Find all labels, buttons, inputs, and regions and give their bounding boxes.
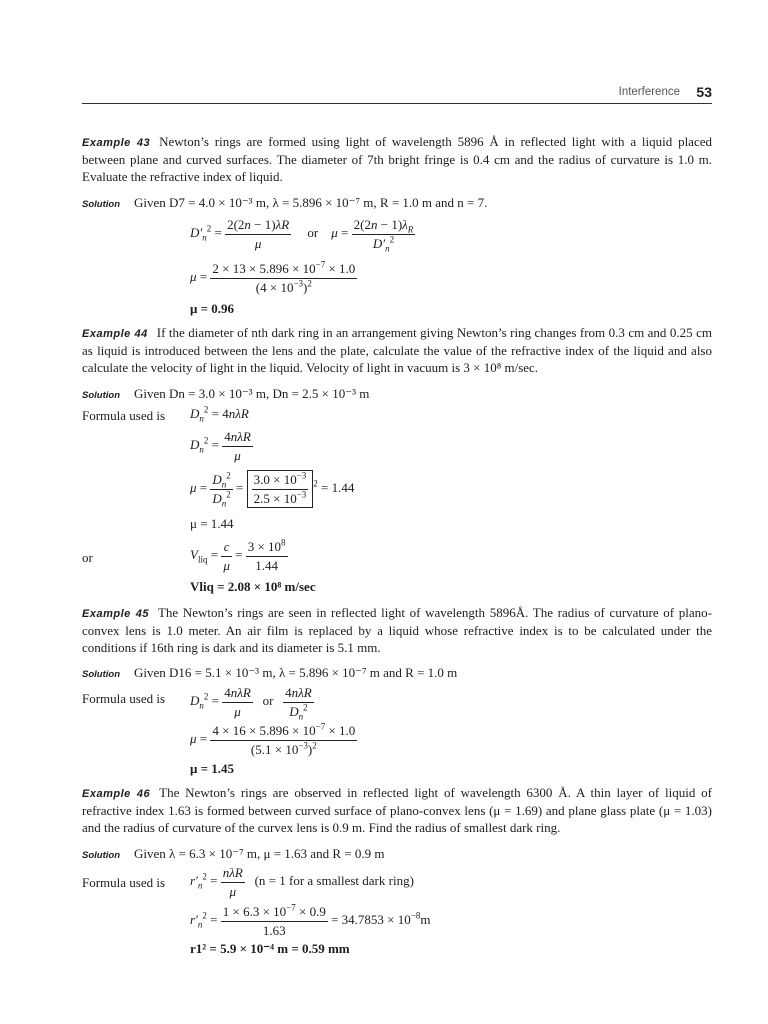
example-46 bbox=[82, 784, 712, 837]
running-header bbox=[82, 83, 712, 104]
result: μ = 0.96 bbox=[190, 301, 235, 316]
result: μ = 1.45 bbox=[190, 761, 235, 776]
solution-given bbox=[82, 194, 487, 212]
example-tag: Example 44 bbox=[82, 328, 148, 340]
mid-result: μ = 1.44 bbox=[190, 516, 234, 531]
solution-tag: Solution bbox=[82, 850, 120, 861]
formula-rn2-calc: $r'_n^2$ = $\frac{1 \times 6.3 \times 10^{-7} \times 0.9}{1.63}$ = $34.7853 \times 10^{-8}m$ bbox=[190, 902, 431, 938]
note: (n = 1 for a smallest dark ring) bbox=[254, 873, 414, 889]
given-text: Given Dn = 3.0 × 10⁻³ m, Dn = 2.5 × 10⁻³ m bbox=[134, 386, 370, 401]
solution-given bbox=[82, 845, 384, 863]
formula-mu-ratio: μ = $\frac{D_n^2}{D_n^2}$ = $\frac{3.0 \times 10^{-3}}{2.5 \times 10^{-3}}$ $^2$ = 1.44 bbox=[190, 470, 355, 509]
formula-dn2-mu: $D_n^2$ = $\frac{\text{4nλR}}{\mu}$ or $\frac{\text{4nλR}}{D_n^2}$ bbox=[190, 685, 312, 722]
example-tag: Example 46 bbox=[82, 788, 151, 800]
given-text: Given λ = 6.3 × 10⁻⁷ m, μ = 1.63 and R = 0.9 m bbox=[134, 846, 385, 861]
formula-mu-calc: μ = $\frac{4 \times 16 \times 5.896 \times 10^{-7} \times 1.0}{(5.1 \times 10^{-3})^2}$ bbox=[190, 721, 356, 757]
page-number: 53 bbox=[696, 84, 712, 100]
formula-vliq: $V_{liq}$ = $\frac{c}{\mu}$ = $\frac{3 \times 10^8}{1.44}$ bbox=[190, 537, 286, 573]
solution-tag: Solution bbox=[82, 390, 120, 401]
formula-mu-calc: μ = $\frac{2 \times 13 \times 5.896 \times 10^{-7} \times 1.0}{(4 \times 10^{-3})^2}$ bbox=[190, 259, 356, 295]
example-text: The Newton’s rings are seen in reflected light of wavelength 5896Å. The radius of curvature of plano-convex lens is 1.0 meter. An air film is replaced by a liquid whose refractive index is to be calculated under the conditions if 16th ring is dark and its diameter is 5.1 mm. bbox=[82, 605, 712, 656]
example-tag: Example 45 bbox=[82, 608, 149, 620]
solution-given bbox=[82, 385, 369, 403]
example-text: Newton’s rings are formed using light of wavelength 5896 Å in reflected light with a liquid placed between plane and curved surfaces. The diameter of 7th bright fringe is 0.4 cm and the radius of curvature is 1.0 m. Evaluate the refractive index of liquid. bbox=[82, 134, 712, 185]
solution-tag: Solution bbox=[82, 199, 120, 210]
result: r1² = 5.9 × 10⁻⁴ m = 0.59 mm bbox=[190, 941, 350, 956]
formula-label: Formula used is bbox=[82, 875, 166, 890]
solution-given bbox=[82, 664, 457, 682]
given-text: Given D7 = 4.0 × 10⁻³ m, λ = 5.896 × 10⁻⁷ m, R = 1.0 m and n = 7. bbox=[134, 195, 488, 210]
example-43 bbox=[82, 133, 712, 186]
formula-dn2-mu: $D_n^2$ = $\frac{\text{4nλR}}{\mu}$ bbox=[190, 429, 251, 463]
example-text: If the diameter of nth dark ring in an arrangement giving Newton’s ring changes from 0.3 cm and 0.25 cm as liquid is introduced between the lens and the plate, calculate the value of the refractive index of the liquid and also calculate the velocity of light in the liquid. Velocity of light in vacuum is 3 × 10⁸ m/sec. bbox=[82, 325, 712, 376]
example-44 bbox=[82, 324, 712, 377]
formula-dn2: $D_n^2 = 4n\lambda R$ bbox=[190, 404, 249, 424]
section-title: Interference bbox=[618, 86, 680, 98]
solution-tag: Solution bbox=[82, 669, 120, 680]
formula-label: Formula used is bbox=[82, 408, 166, 423]
formula-rn2: $r'_n^2$ = $\frac{\text{nλR}}{\mu}$ (n = 1 for a smallest dark ring) bbox=[190, 865, 414, 899]
example-text: The Newton’s rings are observed in reflected light of wavelength 6300 Å. A thin layer of liquid of refractive index 1.63 is formed between curved surface of plano-convex lens (μ = 1.69) and plane glass plate (μ = 1.03) and the radius of curvature of the curvex lens is 0.9 m. Find the radius of smallest dark ring. bbox=[82, 785, 712, 836]
example-45 bbox=[82, 604, 712, 657]
formula-dn: $D'_n^2$ = $\frac{2(2n - 1)\lambda R}{\mu}$ or μ = $\frac{2(2n - 1)\lambda_R}{D'_n^2}$ bbox=[190, 217, 414, 254]
result: Vliq = 2.08 × 10⁸ m/sec bbox=[190, 579, 316, 594]
given-text: Given D16 = 5.1 × 10⁻³ m, λ = 5.896 × 10⁻⁷ m and R = 1.0 m bbox=[134, 665, 458, 680]
formula-label: Formula used is bbox=[82, 691, 166, 706]
example-tag: Example 43 bbox=[82, 137, 151, 149]
or-label: or bbox=[82, 550, 93, 565]
